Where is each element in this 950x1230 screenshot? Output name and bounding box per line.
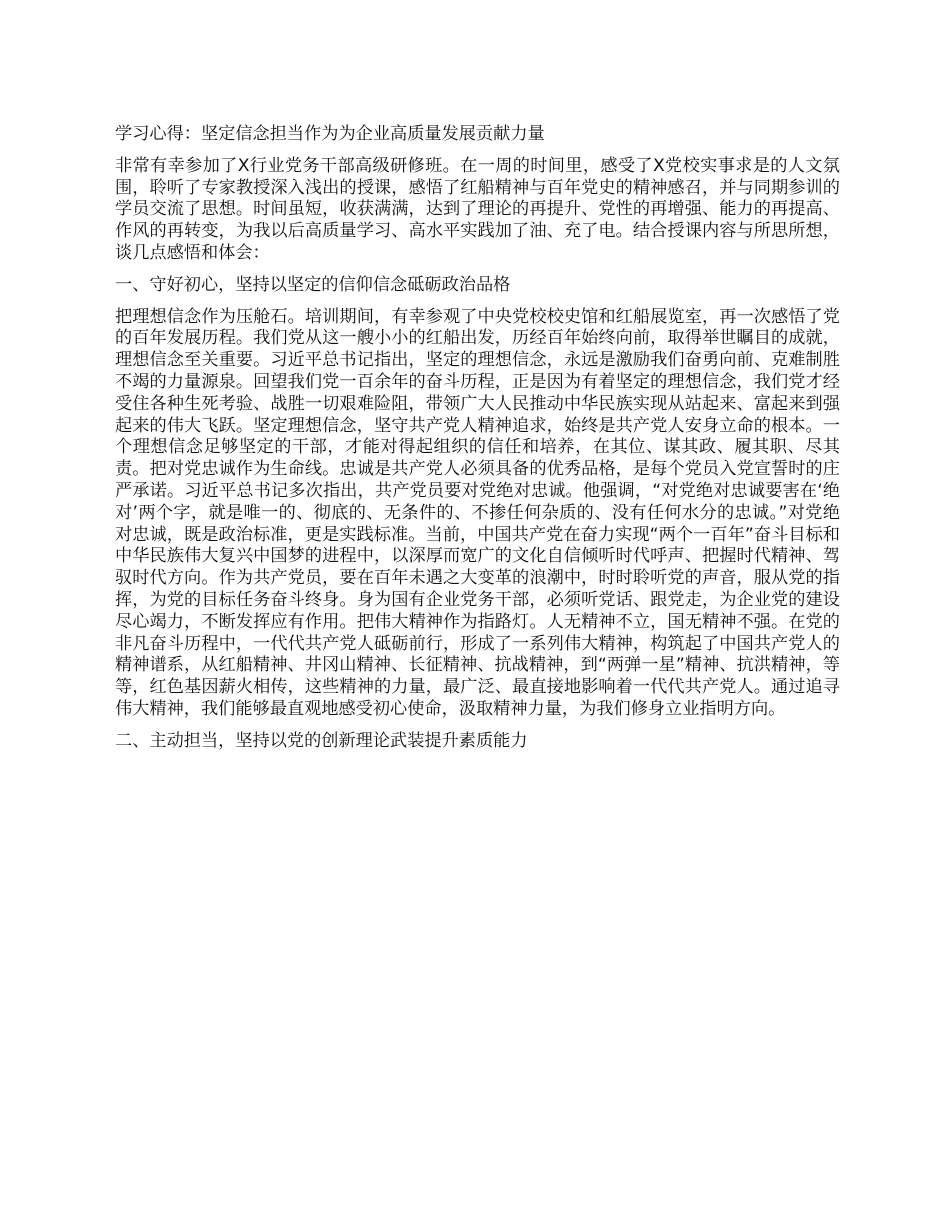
section-1-paragraph: 把理想信念作为压舱石。培训期间，有幸参观了中央党校校史馆和红船展览室，再一次感悟了党的百年发展历程。我们党从这一艘小小的红船出发，历经百年始终向前，取得举世瞩目的成就，理想信念至关重要。习近平总书记指出，坚定的理想信念，永远是激励我们奋勇向前、克难制胜不竭的力量源泉。回望我们党一百余年的奋斗历程，正是因为有着坚定的理想信念，我们党才经受住各种生死考验、战胜一切艰难险阻，带领广大人民推动中华民族实现从站起来、富起来到强起来的伟大飞跃。坚定理想信念，坚守共产党人精神追求，始终是共产党人安身立命的根本。一个理想信念足够坚定的干部，才能对得起组织的信任和培养，在其位、谋其政、履其职、尽其责。把对党忠诚作为生命线。忠诚是共产党人必须具备的优秀品格，是每个党员入党宣誓时的庄严承诺。习近平总书记多次指出，共产党员要对党绝对忠诚。他强调，“对党绝对忠诚要害在‘绝对’两个字，就是唯一的、彻底的、无条件的、不掺任何杂质的、没有任何水分的忠诚。”对党绝对忠诚，既是政治标准，更是实践标准。当前，中国共产党在奋力实现“两个一百年”奋斗目标和中华民族伟大复兴中国梦的进程中，以深厚而宽广的文化自信倾听时代呼声、把握时代精神、驾驭时代方向。作为共产党员，要在百年未遇之大变革的浪潮中，时时聆听党的声音，服从党的指挥，为党的目标任务奋斗终身。身为国有企业党务干部，必须听党话、跟党走，为企业党的建设尽心竭力，不断发挥应有作用。把伟大精神作为指路灯。人无精神不立，国无精神不强。在党的非凡奋斗历程中，一代代共产党人砥砺前行，形成了一系列伟大精神，构筑起了中国共产党人的精神谱系，从红船精神、井冈山精神、长征精神、抗战精神，到“两弹一星”精神、抗洪精神，等等，红色基因薪火相传，这些精神的力量，最广泛、最直接地影响着一代代共产党人。通过追寻伟大精神，我们能够最直观地感受初心使命，汲取精神力量，为我们修身立业指明方向。 [115, 306, 840, 719]
intro-paragraph: 非常有幸参加了X行业党务干部高级研修班。在一周的时间里，感受了X党校实事求是的人文氛围，聆听了专家教授深入浅出的授课，感悟了红船精神与百年党史的精神感召，并与同期参训的学员交流了思想。时间虽短，收获满满，达到了理论的再提升、党性的再增强、能力的再提高、作风的再转变，为我以后高质量学习、高水平实践加了油、充了电。结合授课内容与所思所想，谈几点感悟和体会： [115, 155, 840, 263]
section-1-heading: 一、守好初心，坚持以坚定的信仰信念砥砺政治品格 [115, 274, 511, 295]
document-page [115, 124, 840, 763]
document-title: 学习心得：坚定信念担当作为为企业高质量发展贡献力量 [115, 124, 545, 144]
section-2-heading: 二、主动担当，坚持以党的创新理论武装提升素质能力 [115, 730, 528, 751]
